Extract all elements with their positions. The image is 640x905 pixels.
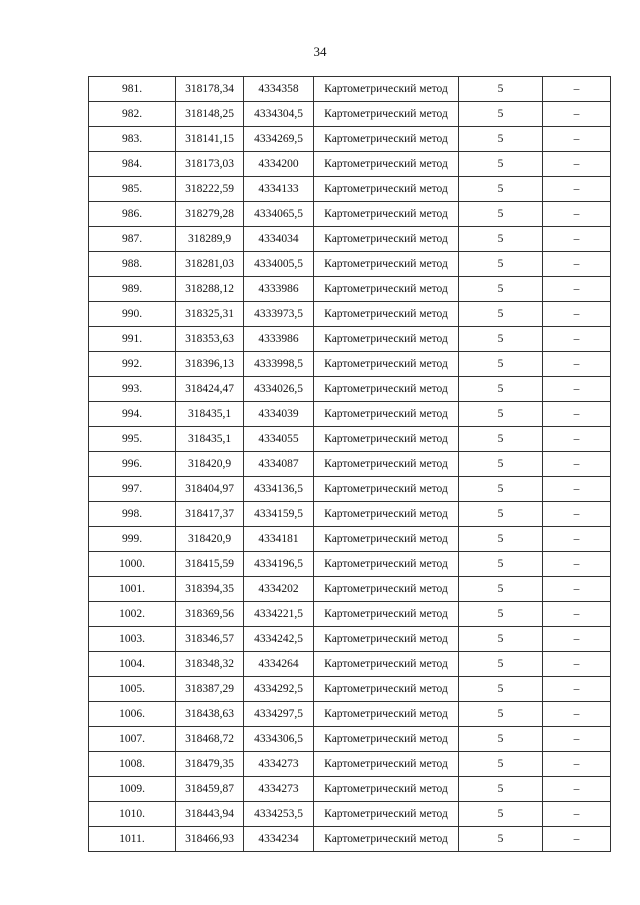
y-coordinate-cell: 4334026,5 (244, 377, 314, 402)
x-coordinate-cell: 318173,03 (176, 152, 244, 177)
accuracy-cell: 5 (459, 752, 543, 777)
y-coordinate-cell: 4334264 (244, 652, 314, 677)
y-coordinate-cell: 4334039 (244, 402, 314, 427)
point-number-cell: 1006. (89, 702, 176, 727)
table-row (89, 752, 611, 777)
point-number-cell: 1011. (89, 827, 176, 852)
empty-value-cell: – (543, 227, 611, 252)
empty-value-cell: – (543, 202, 611, 227)
empty-value-cell: – (543, 727, 611, 752)
point-number-cell: 992. (89, 352, 176, 377)
method-cell: Картометрический метод (314, 802, 459, 827)
x-coordinate-cell: 318424,47 (176, 377, 244, 402)
x-coordinate-cell: 318417,37 (176, 502, 244, 527)
accuracy-cell: 5 (459, 227, 543, 252)
accuracy-cell: 5 (459, 352, 543, 377)
y-coordinate-cell: 4334273 (244, 752, 314, 777)
point-number-cell: 1009. (89, 777, 176, 802)
y-coordinate-cell: 4334065,5 (244, 202, 314, 227)
table-body (89, 77, 611, 852)
empty-value-cell: – (543, 577, 611, 602)
point-number-cell: 998. (89, 502, 176, 527)
table-row (89, 702, 611, 727)
point-number-cell: 1008. (89, 752, 176, 777)
x-coordinate-cell: 318443,94 (176, 802, 244, 827)
page-number: 34 (313, 44, 327, 59)
empty-value-cell: – (543, 552, 611, 577)
accuracy-cell: 5 (459, 477, 543, 502)
method-cell: Картометрический метод (314, 777, 459, 802)
table-row (89, 577, 611, 602)
empty-value-cell: – (543, 627, 611, 652)
point-number-cell: 990. (89, 302, 176, 327)
table-row (89, 252, 611, 277)
table-row (89, 377, 611, 402)
point-number-cell: 987. (89, 227, 176, 252)
method-cell: Картометрический метод (314, 202, 459, 227)
x-coordinate-cell: 318459,87 (176, 777, 244, 802)
method-cell: Картометрический метод (314, 527, 459, 552)
point-number-cell: 997. (89, 477, 176, 502)
empty-value-cell: – (543, 352, 611, 377)
accuracy-cell: 5 (459, 502, 543, 527)
method-cell: Картометрический метод (314, 277, 459, 302)
x-coordinate-cell: 318281,03 (176, 252, 244, 277)
x-coordinate-cell: 318420,9 (176, 452, 244, 477)
point-number-cell: 981. (89, 77, 176, 102)
point-number-cell: 986. (89, 202, 176, 227)
accuracy-cell: 5 (459, 402, 543, 427)
accuracy-cell: 5 (459, 152, 543, 177)
method-cell: Картометрический метод (314, 452, 459, 477)
empty-value-cell: – (543, 127, 611, 152)
y-coordinate-cell: 4334087 (244, 452, 314, 477)
accuracy-cell: 5 (459, 652, 543, 677)
x-coordinate-cell: 318141,15 (176, 127, 244, 152)
accuracy-cell: 5 (459, 377, 543, 402)
method-cell: Картометрический метод (314, 77, 459, 102)
method-cell: Картометрический метод (314, 152, 459, 177)
point-number-cell: 1003. (89, 627, 176, 652)
accuracy-cell: 5 (459, 727, 543, 752)
table-row (89, 152, 611, 177)
empty-value-cell: – (543, 427, 611, 452)
y-coordinate-cell: 4334005,5 (244, 252, 314, 277)
table-row (89, 677, 611, 702)
accuracy-cell: 5 (459, 827, 543, 852)
y-coordinate-cell: 4334221,5 (244, 602, 314, 627)
y-coordinate-cell: 4334196,5 (244, 552, 314, 577)
table-row (89, 202, 611, 227)
table-row (89, 452, 611, 477)
empty-value-cell: – (543, 402, 611, 427)
accuracy-cell: 5 (459, 427, 543, 452)
method-cell: Картометрический метод (314, 577, 459, 602)
y-coordinate-cell: 4334133 (244, 177, 314, 202)
point-number-cell: 988. (89, 252, 176, 277)
empty-value-cell: – (543, 277, 611, 302)
method-cell: Картометрический метод (314, 752, 459, 777)
empty-value-cell: – (543, 652, 611, 677)
method-cell: Картометрический метод (314, 652, 459, 677)
y-coordinate-cell: 4333973,5 (244, 302, 314, 327)
x-coordinate-cell: 318420,9 (176, 527, 244, 552)
point-number-cell: 1001. (89, 577, 176, 602)
table-row (89, 327, 611, 352)
point-number-cell: 993. (89, 377, 176, 402)
empty-value-cell: – (543, 252, 611, 277)
y-coordinate-cell: 4334181 (244, 527, 314, 552)
point-number-cell: 994. (89, 402, 176, 427)
empty-value-cell: – (543, 502, 611, 527)
accuracy-cell: 5 (459, 202, 543, 227)
y-coordinate-cell: 4334358 (244, 77, 314, 102)
x-coordinate-cell: 318289,9 (176, 227, 244, 252)
x-coordinate-cell: 318396,13 (176, 352, 244, 377)
point-number-cell: 1002. (89, 602, 176, 627)
x-coordinate-cell: 318288,12 (176, 277, 244, 302)
x-coordinate-cell: 318468,72 (176, 727, 244, 752)
y-coordinate-cell: 4333986 (244, 277, 314, 302)
point-number-cell: 985. (89, 177, 176, 202)
method-cell: Картометрический метод (314, 727, 459, 752)
method-cell: Картометрический метод (314, 402, 459, 427)
accuracy-cell: 5 (459, 527, 543, 552)
method-cell: Картометрический метод (314, 702, 459, 727)
empty-value-cell: – (543, 327, 611, 352)
x-coordinate-cell: 318348,32 (176, 652, 244, 677)
coordinates-table (88, 76, 611, 852)
method-cell: Картометрический метод (314, 377, 459, 402)
table-row (89, 477, 611, 502)
table-row (89, 77, 611, 102)
table-row (89, 402, 611, 427)
table-row (89, 552, 611, 577)
table-row (89, 627, 611, 652)
table-row (89, 602, 611, 627)
y-coordinate-cell: 4334269,5 (244, 127, 314, 152)
empty-value-cell: – (543, 677, 611, 702)
point-number-cell: 1000. (89, 552, 176, 577)
method-cell: Картометрический метод (314, 552, 459, 577)
table-row (89, 502, 611, 527)
point-number-cell: 1004. (89, 652, 176, 677)
x-coordinate-cell: 318346,57 (176, 627, 244, 652)
method-cell: Картометрический метод (314, 827, 459, 852)
y-coordinate-cell: 4333986 (244, 327, 314, 352)
y-coordinate-cell: 4333998,5 (244, 352, 314, 377)
accuracy-cell: 5 (459, 552, 543, 577)
empty-value-cell: – (543, 602, 611, 627)
empty-value-cell: – (543, 802, 611, 827)
table-row (89, 352, 611, 377)
y-coordinate-cell: 4334242,5 (244, 627, 314, 652)
table-row (89, 777, 611, 802)
empty-value-cell: – (543, 777, 611, 802)
accuracy-cell: 5 (459, 777, 543, 802)
accuracy-cell: 5 (459, 102, 543, 127)
x-coordinate-cell: 318387,29 (176, 677, 244, 702)
table-row (89, 427, 611, 452)
y-coordinate-cell: 4334234 (244, 827, 314, 852)
y-coordinate-cell: 4334253,5 (244, 802, 314, 827)
table-row (89, 302, 611, 327)
accuracy-cell: 5 (459, 627, 543, 652)
empty-value-cell: – (543, 452, 611, 477)
accuracy-cell: 5 (459, 177, 543, 202)
point-number-cell: 984. (89, 152, 176, 177)
empty-value-cell: – (543, 377, 611, 402)
method-cell: Картометрический метод (314, 102, 459, 127)
table-row (89, 277, 611, 302)
accuracy-cell: 5 (459, 127, 543, 152)
table-row (89, 127, 611, 152)
table-row (89, 177, 611, 202)
point-number-cell: 1005. (89, 677, 176, 702)
empty-value-cell: – (543, 752, 611, 777)
empty-value-cell: – (543, 702, 611, 727)
x-coordinate-cell: 318325,31 (176, 302, 244, 327)
table-row (89, 827, 611, 852)
table-row (89, 727, 611, 752)
method-cell: Картометрический метод (314, 427, 459, 452)
x-coordinate-cell: 318404,97 (176, 477, 244, 502)
empty-value-cell: – (543, 477, 611, 502)
method-cell: Картометрический метод (314, 352, 459, 377)
accuracy-cell: 5 (459, 77, 543, 102)
empty-value-cell: – (543, 527, 611, 552)
empty-value-cell: – (543, 77, 611, 102)
accuracy-cell: 5 (459, 277, 543, 302)
point-number-cell: 982. (89, 102, 176, 127)
x-coordinate-cell: 318222,59 (176, 177, 244, 202)
y-coordinate-cell: 4334136,5 (244, 477, 314, 502)
x-coordinate-cell: 318178,34 (176, 77, 244, 102)
point-number-cell: 996. (89, 452, 176, 477)
method-cell: Картометрический метод (314, 302, 459, 327)
x-coordinate-cell: 318353,63 (176, 327, 244, 352)
method-cell: Картометрический метод (314, 602, 459, 627)
accuracy-cell: 5 (459, 327, 543, 352)
x-coordinate-cell: 318435,1 (176, 402, 244, 427)
method-cell: Картометрический метод (314, 502, 459, 527)
empty-value-cell: – (543, 152, 611, 177)
y-coordinate-cell: 4334202 (244, 577, 314, 602)
method-cell: Картометрический метод (314, 327, 459, 352)
y-coordinate-cell: 4334297,5 (244, 702, 314, 727)
y-coordinate-cell: 4334055 (244, 427, 314, 452)
x-coordinate-cell: 318438,63 (176, 702, 244, 727)
y-coordinate-cell: 4334273 (244, 777, 314, 802)
y-coordinate-cell: 4334292,5 (244, 677, 314, 702)
accuracy-cell: 5 (459, 702, 543, 727)
table-row (89, 527, 611, 552)
point-number-cell: 1010. (89, 802, 176, 827)
table-row (89, 227, 611, 252)
point-number-cell: 999. (89, 527, 176, 552)
point-number-cell: 995. (89, 427, 176, 452)
method-cell: Картометрический метод (314, 177, 459, 202)
x-coordinate-cell: 318148,25 (176, 102, 244, 127)
table-row (89, 102, 611, 127)
table-row (89, 652, 611, 677)
x-coordinate-cell: 318415,59 (176, 552, 244, 577)
x-coordinate-cell: 318466,93 (176, 827, 244, 852)
empty-value-cell: – (543, 177, 611, 202)
x-coordinate-cell: 318435,1 (176, 427, 244, 452)
empty-value-cell: – (543, 302, 611, 327)
y-coordinate-cell: 4334304,5 (244, 102, 314, 127)
method-cell: Картометрический метод (314, 627, 459, 652)
table-row (89, 802, 611, 827)
accuracy-cell: 5 (459, 802, 543, 827)
y-coordinate-cell: 4334306,5 (244, 727, 314, 752)
point-number-cell: 983. (89, 127, 176, 152)
method-cell: Картометрический метод (314, 477, 459, 502)
accuracy-cell: 5 (459, 577, 543, 602)
y-coordinate-cell: 4334159,5 (244, 502, 314, 527)
x-coordinate-cell: 318394,35 (176, 577, 244, 602)
accuracy-cell: 5 (459, 602, 543, 627)
empty-value-cell: – (543, 827, 611, 852)
x-coordinate-cell: 318479,35 (176, 752, 244, 777)
point-number-cell: 989. (89, 277, 176, 302)
accuracy-cell: 5 (459, 452, 543, 477)
accuracy-cell: 5 (459, 677, 543, 702)
x-coordinate-cell: 318279,28 (176, 202, 244, 227)
method-cell: Картометрический метод (314, 252, 459, 277)
method-cell: Картометрический метод (314, 227, 459, 252)
y-coordinate-cell: 4334034 (244, 227, 314, 252)
accuracy-cell: 5 (459, 302, 543, 327)
point-number-cell: 991. (89, 327, 176, 352)
accuracy-cell: 5 (459, 252, 543, 277)
empty-value-cell: – (543, 102, 611, 127)
y-coordinate-cell: 4334200 (244, 152, 314, 177)
method-cell: Картометрический метод (314, 127, 459, 152)
x-coordinate-cell: 318369,56 (176, 602, 244, 627)
point-number-cell: 1007. (89, 727, 176, 752)
method-cell: Картометрический метод (314, 677, 459, 702)
